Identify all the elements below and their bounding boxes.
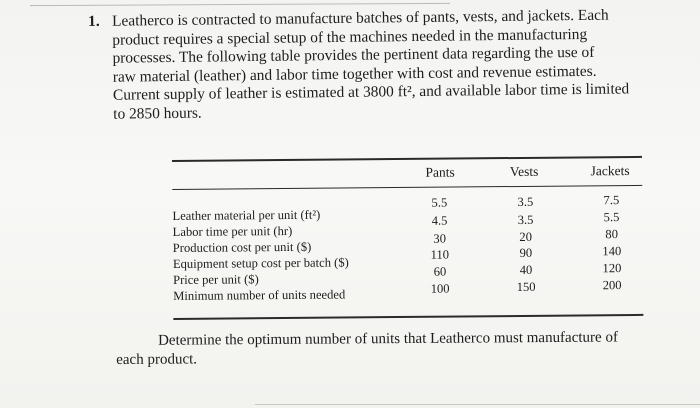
problem-line: Leatherco is contracted to manufacture batches of pants, vests, and jackets. Each xyxy=(111,6,609,30)
row-label-price: Price per unit ($) xyxy=(172,272,259,287)
cell-vests-price: 40 xyxy=(519,262,533,277)
table-header-rule xyxy=(172,185,642,190)
cell-pants-leather: 5.5 xyxy=(431,195,448,210)
cell-jackets-minimum: 200 xyxy=(602,278,622,293)
row-label-production-cost: Production cost per unit ($) xyxy=(172,239,312,255)
cell-vests-setup-cost: 90 xyxy=(519,245,533,260)
bottom-divider xyxy=(255,404,700,405)
cell-vests-leather: 3.5 xyxy=(517,194,534,209)
question-text xyxy=(118,328,688,370)
problem-line: raw material (leather) and labor time together with cost and revenue estimates. xyxy=(112,62,597,86)
data-table xyxy=(172,156,643,320)
row-label-minimum-units: Minimum number of units needed xyxy=(173,287,346,303)
row-label-setup-cost: Equipment setup cost per batch ($) xyxy=(172,255,349,271)
cell-jackets-labor: 5.5 xyxy=(603,210,620,225)
row-label-leather: Leather material per unit (ft²) xyxy=(172,207,321,223)
cell-jackets-production-cost: 80 xyxy=(605,227,619,242)
cell-pants-labor: 4.5 xyxy=(431,213,448,228)
problem-number: 1. xyxy=(88,12,100,30)
problem-line: to 2850 hours. xyxy=(113,104,202,123)
cell-pants-minimum: 100 xyxy=(430,281,450,296)
column-header-pants: Pants xyxy=(425,164,455,180)
problem-line: Current supply of leather is estimated at 3800 ft², and available labor time is limited xyxy=(112,80,630,105)
cell-jackets-leather: 7.5 xyxy=(603,193,620,208)
row-label-labor: Labor time per unit (hr) xyxy=(172,223,293,239)
cell-vests-production-cost: 20 xyxy=(519,229,533,244)
cell-vests-labor: 3.5 xyxy=(517,212,534,227)
column-header-vests: Vests xyxy=(509,163,539,180)
cell-jackets-price: 120 xyxy=(602,261,622,276)
problem-line: processes. The following table provides the pertinent data regarding the use of xyxy=(112,44,595,67)
problem-text xyxy=(112,6,689,125)
cell-vests-minimum: 150 xyxy=(516,279,536,294)
cell-pants-setup-cost: 110 xyxy=(430,247,450,262)
question-line: Determine the optimum number of units that Leatherco must manufacture of xyxy=(158,329,618,349)
problem-line: product requires a special setup of the machines needed in the manufacturing xyxy=(112,25,588,49)
cell-jackets-setup-cost: 140 xyxy=(602,244,622,259)
problem-statement xyxy=(88,6,689,125)
cell-pants-price: 60 xyxy=(433,264,447,279)
cell-pants-production-cost: 30 xyxy=(433,231,447,246)
question-line: each product. xyxy=(116,351,198,369)
column-header-jackets: Jackets xyxy=(590,163,630,179)
